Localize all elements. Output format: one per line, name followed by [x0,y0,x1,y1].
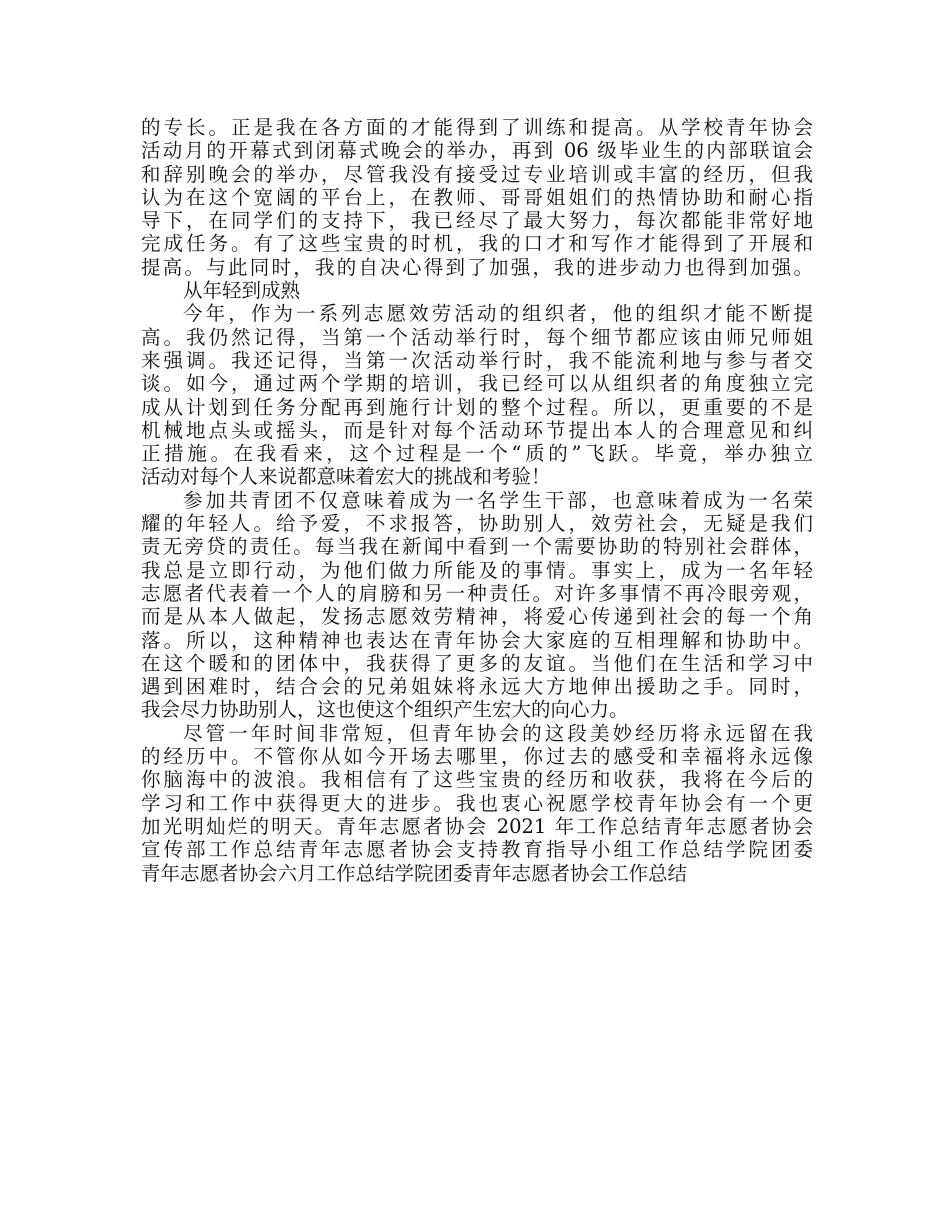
text-line: 而是从本人做起，发扬志愿效劳精神，将爱心传递到社会的每一个角 [141,605,813,629]
text-line: 遇到困难时，结合会的兄弟姐妹将永远大方地伸出援助之手。同时， [141,675,813,699]
text-line: 耀的年轻人。给予爱，不求报答，协助别人，效劳社会，无疑是我们 [141,512,813,536]
text-line: 学习和工作中获得更大的进步。我也衷心祝愿学校青年协会有一个更 [141,791,813,815]
document-body [141,116,813,885]
text-line: 提高。与此同时，我的自决心得到了加强，我的进步动力也得到加强。 [141,255,813,279]
text-line: 落。所以，这种精神也表达在青年协会大家庭的互相理解和协助中。 [141,628,813,652]
text-line: 高。我仍然记得，当第一个活动举行时，每个细节都应该由师兄师姐 [141,325,813,349]
text-line: 完成任务。有了这些宝贵的时机，我的口才和写作才能得到了开展和 [141,232,813,256]
text-line: 活动月的开幕式到闭幕式晚会的举办，再到 06 级毕业生的内部联谊会 [141,139,813,163]
text-line: 加光明灿烂的明天。青年志愿者协会 2021 年工作总结青年志愿者协会 [141,814,813,838]
text-line: 我总是立即行动，为他们做力所能及的事情。事实上，成为一名年轻 [141,558,813,582]
text-line: 青年志愿者协会六月工作总结学院团委青年志愿者协会工作总结 [141,861,688,885]
text-line: 来强调。我还记得，当第一次活动举行时，我不能流利地与参与者交 [141,348,813,372]
text-line: 和辞别晚会的举办，尽管我没有接受过专业培训或丰富的经历，但我 [141,162,813,186]
text-line: 宣传部工作总结青年志愿者协会支持教育指导小组工作总结学院团委 [141,838,813,862]
text-line: 责无旁贷的责任。每当我在新闻中看到一个需要协助的特别社会群体， [141,535,813,559]
text-line: 参加共青团不仅意味着成为一名学生干部，也意味着成为一名荣 [183,488,813,512]
text-line: 正措施。在我看来，这个过程是一个“质的”飞跃。毕竟，举办独立 [141,442,813,466]
text-line: 在这个暖和的团体中，我获得了更多的友谊。当他们在生活和学习中 [141,651,813,675]
text-line: 导下，在同学们的支持下，我已经尽了最大努力，每次都能非常好地 [141,209,813,233]
text-line: 的经历中。不管你从如今开场去哪里，你过去的感受和幸福将永远像 [141,745,813,769]
text-line: 活动对每个人来说都意味着宏大的挑战和考验！ [141,465,551,489]
text-line: 从年轻到成熟 [183,279,301,303]
text-line: 机械地点头或摇头，而是针对每个活动环节提出本人的合理意见和纠 [141,418,813,442]
text-line: 认为在这个宽阔的平台上，在教师、哥哥姐姐们的热情协助和耐心指 [141,185,813,209]
text-line: 的专长。正是我在各方面的才能得到了训练和提高。从学校青年协会 [141,116,813,139]
text-line: 尽管一年时间非常短，但青年协会的这段美妙经历将永远留在我 [183,721,813,745]
text-line: 我会尽力协助别人，这也使这个组织产生宏大的向心力。 [141,698,629,722]
text-line: 谈。如今，通过两个学期的培训，我已经可以从组织者的角度独立完 [141,372,813,396]
text-line: 志愿者代表着一个人的肩膀和另一种责任。对许多事情不再冷眼旁观， [141,581,813,605]
text-line: 你脑海中的波浪。我相信有了这些宝贵的经历和收获，我将在今后的 [141,768,813,792]
text-line: 成从计划到任务分配再到施行计划的整个过程。所以，更重要的不是 [141,395,813,419]
text-line: 今年，作为一系列志愿效劳活动的组织者，他的组织才能不断提 [183,302,813,326]
